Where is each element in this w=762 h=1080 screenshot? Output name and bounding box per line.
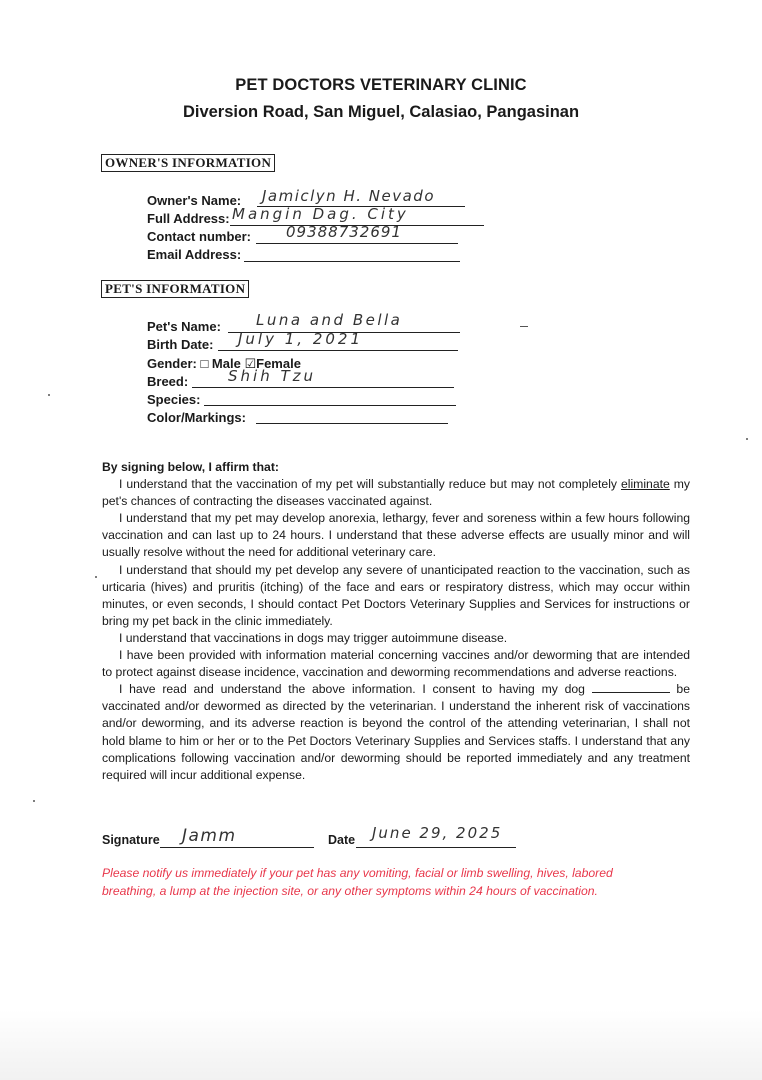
affirmation-paragraph-4: I understand that vaccinations in dogs may trigger autoimmune disease. [119, 630, 508, 645]
scan-speck [520, 326, 528, 327]
affirmation-paragraph-1: I understand that the vaccination of my pet will substantially reduce but may not completely eliminate my pet's chances of contracting the diseases vaccinated against. [102, 477, 690, 509]
affirmation-paragraph-6: I have read and understand the above information. I consent to having my dog be vaccinated and/or dewormed as directed by the veterinarian. I understand the inherent risk of vaccinations and/or deworming, and its adverse reaction is beyond the control of the attending veterinarian, I shall not hold blame to him or her or to the Pet Doctors Veterinary Supplies and Services staffs. I understand that any complications following vaccination and/or deworming should be reported immediately and any treatment required will incur additional expense. [102, 682, 690, 782]
contact-value: 09388732691 [286, 223, 402, 241]
signature-label: Signature [102, 833, 160, 847]
pet-name-value: Luna and Bella [256, 311, 403, 329]
color-row [147, 410, 246, 425]
gender-female-option[interactable]: ☑Female [244, 356, 301, 371]
owner-address-label: Full Address: [147, 211, 230, 226]
birth-date-label: Birth Date: [147, 337, 214, 352]
affirmation-title: By signing below, I affirm that: [102, 460, 279, 474]
color-label: Color/Markings: [147, 410, 246, 425]
gender-male-option[interactable]: □ Male [200, 356, 241, 371]
pet-name-label: Pet's Name: [147, 319, 221, 334]
affirmation-paragraph-3: I understand that should my pet develop any severe of unanticipated reaction to the vaccination, such as urticaria (hives) and pruritis (itching) of the face and ears or respiratory distress, which may occur within minutes, or even seconds, I should contact Pet Doctors Veterinary Supplies and Services for instructions or bring my pet back in the clinic immediately. [102, 562, 690, 628]
email-row [147, 247, 241, 262]
date-label: Date [328, 833, 356, 847]
aftercare-warning: Please notify us immediately if your pet has any vomiting, facial or limb swelling, hives, labored breathing, a lump at the injection site, or any other symptoms within 24 hours of vaccination. [102, 866, 613, 898]
owner-name-label: Owner's Name: [147, 193, 242, 208]
breed-label: Breed: [147, 374, 189, 389]
signature-value: Jamm [182, 826, 237, 846]
contact-label: Contact number: [147, 229, 251, 244]
breed-value: Shih Tzu [228, 367, 317, 385]
scan-speck [746, 438, 748, 440]
contact-row [147, 229, 251, 244]
gender-label: Gender: [147, 356, 197, 371]
color-line[interactable] [256, 409, 448, 424]
birth-date-row [147, 337, 213, 352]
scan-speck [95, 576, 97, 578]
breed-row [147, 374, 188, 389]
owner-section-title: OWNER'S INFORMATION [101, 154, 275, 172]
birth-date-value: July 1, 2021 [238, 330, 363, 348]
date-value: June 29, 2025 [372, 824, 503, 842]
email-line[interactable] [244, 247, 460, 262]
eliminate-underlined: eliminate [620, 477, 670, 492]
pet-name-row [147, 319, 221, 334]
species-label: Species: [147, 392, 201, 407]
clinic-address: Diversion Road, San Miguel, Calasiao, Pangasinan [182, 103, 580, 121]
species-line[interactable] [204, 391, 456, 406]
email-label: Email Address: [147, 247, 242, 262]
owner-name-row [147, 193, 241, 208]
affirmation-block [102, 459, 690, 784]
scan-speck [48, 394, 50, 396]
owner-name-value: Jamiclyn H. Nevado [262, 187, 435, 205]
scan-speck [33, 800, 35, 802]
affirmation-paragraph-5: I have been provided with information material concerning vaccines and/or deworming that are intended to protect against disease incidence, vaccination and deworming recommendations and adverse reactions. [102, 648, 690, 680]
owner-address-row [147, 211, 230, 226]
species-row [147, 392, 200, 407]
pet-section-title: PET'S INFORMATION [101, 280, 249, 298]
owner-address-value: Mangin Dag. City [232, 205, 409, 223]
affirmation-paragraph-2: I understand that my pet may develop anorexia, lethargy, fever and soreness within a few hours following vaccination and can last up to 24 hours. I understand that these adverse effects are usually minor and will usually resolve without the need for additional veterinary care. [102, 511, 690, 560]
clinic-name: PET DOCTORS VETERINARY CLINIC [235, 76, 527, 94]
scan-bottom-edge [0, 1010, 762, 1080]
dog-name-blank[interactable] [592, 682, 670, 693]
